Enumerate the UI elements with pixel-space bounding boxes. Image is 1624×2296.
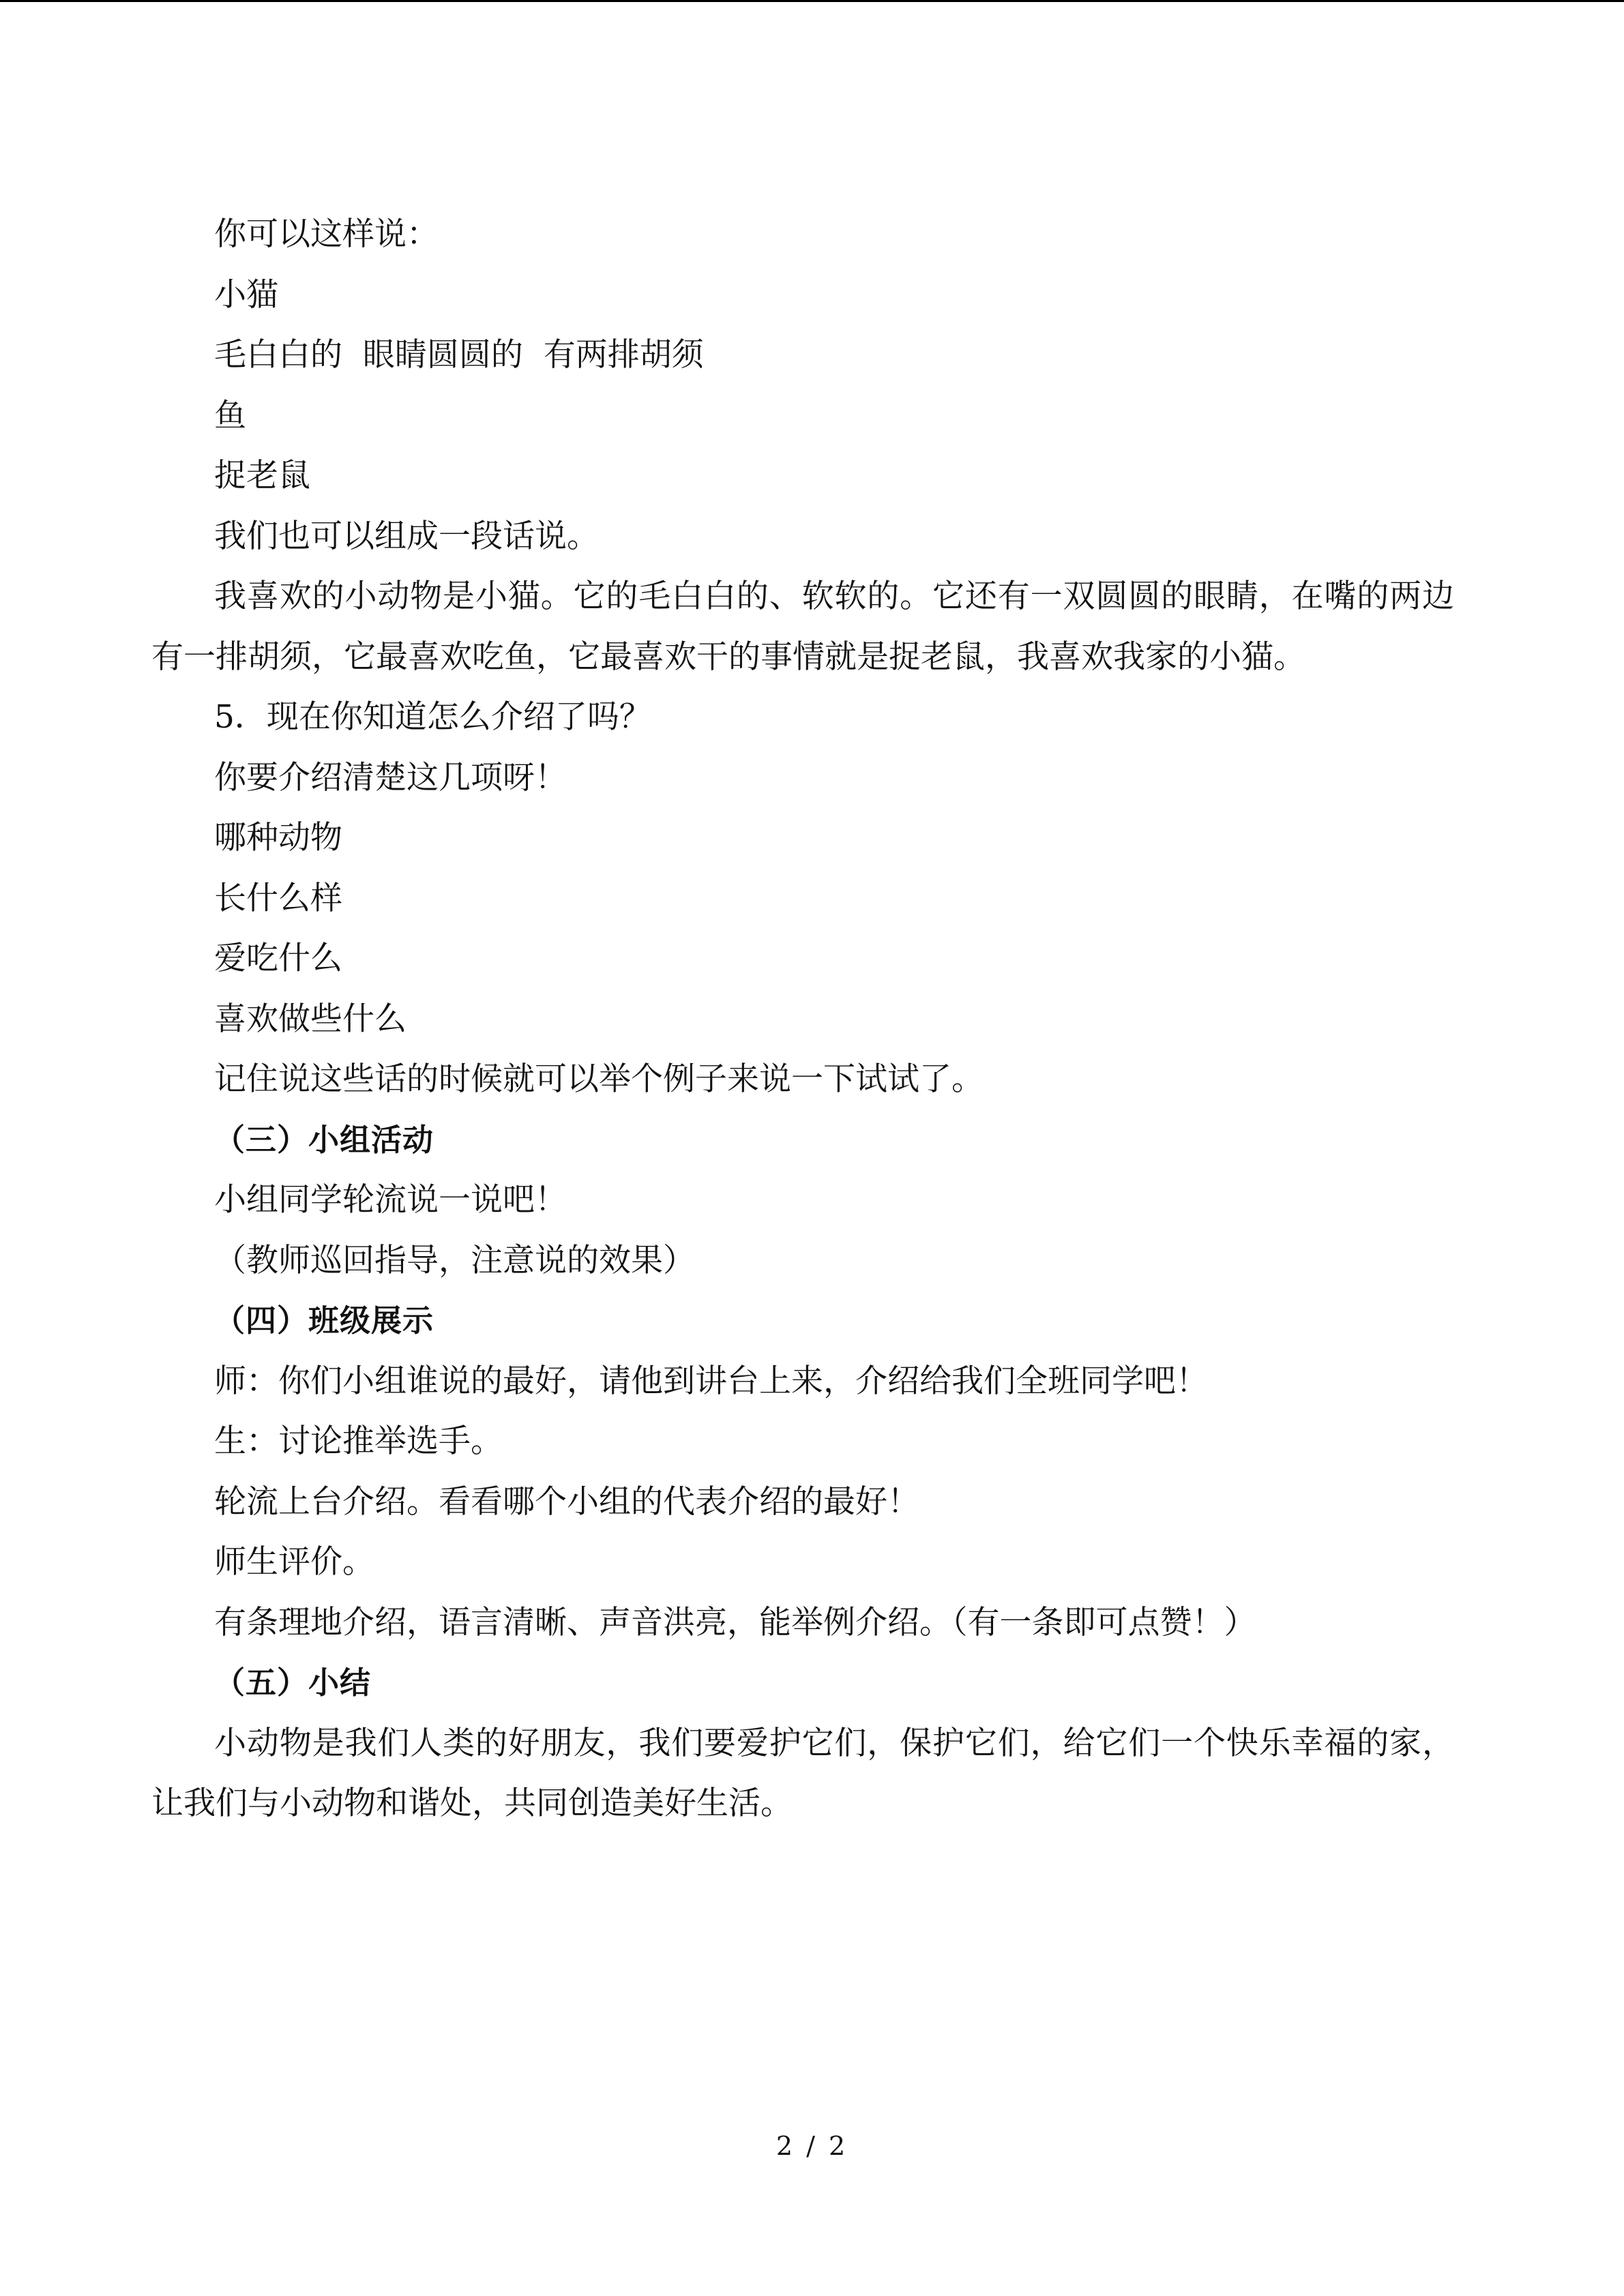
section-heading: （三）小组活动 bbox=[214, 1121, 434, 1158]
text-line: 小组同学轮流说一说吧！ bbox=[214, 1181, 567, 1219]
text-line: 生：讨论推举选手。 bbox=[214, 1422, 503, 1460]
text-line: 鱼 bbox=[214, 396, 246, 434]
paragraph: 小动物是我们人类的好朋友，我们要爱护它们，保护它们，给它们一个快乐幸福的家，让我们与小动物和谐处，共同创造美好生活。 bbox=[151, 1724, 1454, 1822]
text-line: 你要介绍清楚这几项呀！ bbox=[214, 758, 567, 796]
text-line: 捉老鼠 bbox=[214, 457, 310, 494]
text-line: 轮流上台介绍。看看哪个小组的代表介绍的最好！ bbox=[214, 1482, 919, 1521]
text-line: 喜欢做些什么 bbox=[214, 1000, 407, 1038]
text-line: 长什么样 bbox=[214, 879, 342, 917]
text-line: 我们也可以组成一段话说。 bbox=[214, 517, 599, 555]
text-line: 师生评价。 bbox=[214, 1543, 374, 1581]
text-line: 你可以这样说： bbox=[214, 215, 439, 253]
text-line: 爱吃什么 bbox=[214, 940, 342, 977]
section-heading: （五）小结 bbox=[214, 1665, 372, 1701]
text-line: 有条理地介绍，语言清晰、声音洪亮，能举例介绍。（有一条即可点赞！） bbox=[214, 1603, 1256, 1641]
text-line: 哪种动物 bbox=[214, 819, 342, 856]
text-line: 记住说这些话的时候就可以举个例子来说一下试试了。 bbox=[214, 1060, 984, 1098]
text-line: 5．现在你知道怎么介绍了吗？ bbox=[214, 698, 651, 736]
top-border-rule bbox=[0, 0, 1624, 2]
text-line: 毛白白的 眼睛圆圆的 有两排胡须 bbox=[214, 336, 704, 374]
text-line: 师：你们小组谁说的最好，请他到讲台上来，介绍给我们全班同学吧！ bbox=[214, 1362, 1208, 1400]
page-number: 2 / 2 bbox=[776, 2131, 848, 2161]
section-heading: （四）班级展示 bbox=[214, 1302, 434, 1339]
paragraph: 我喜欢的小动物是小猫。它的毛白白的、软软的。它还有一双圆圆的眼睛，在嘴的两边有一排胡须，它最喜欢吃鱼，它最喜欢干的事情就是捉老鼠，我喜欢我家的小猫。 bbox=[151, 578, 1454, 676]
text-line: （教师巡回指导，注意说的效果） bbox=[214, 1241, 695, 1279]
text-line: 小猫 bbox=[214, 275, 278, 314]
document-body bbox=[151, 205, 1475, 1834]
